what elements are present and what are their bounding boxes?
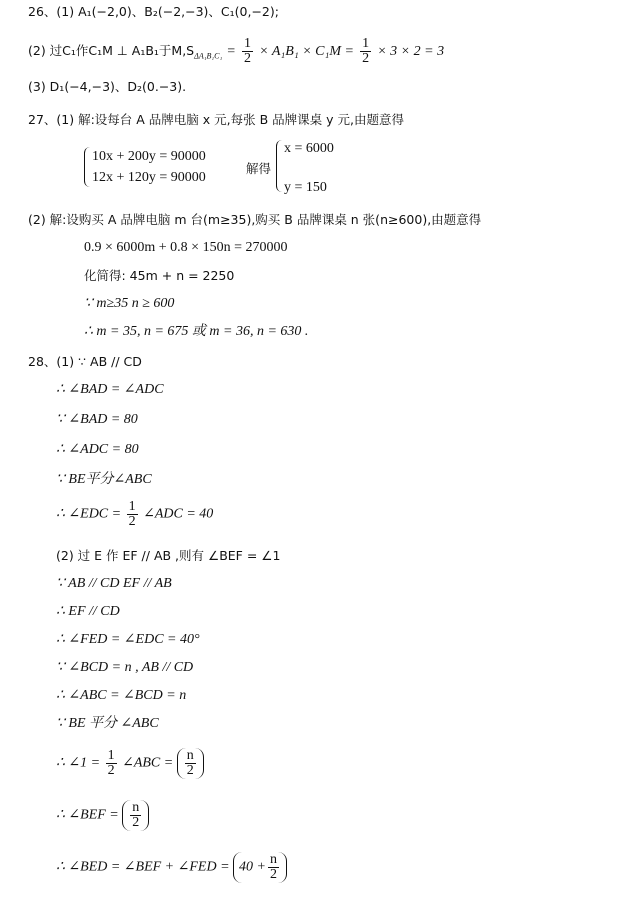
q28-line15: [56, 800, 149, 831]
q27-equation-2: 12x + 120y = 90000: [92, 170, 206, 185]
q27-line5: ∵ m≥35 n ≥ 600: [84, 296, 175, 311]
q28-line10: ∴ ∠FED = ∠EDC = 40°: [56, 632, 200, 647]
q28-line6-start: ∴ ∠EDC =: [56, 506, 122, 522]
q27-line2: (2) 解:设购买 A 品牌电脑 m 台(m≥35),购买 B 品牌课桌 n 张(n≥600),由题意得: [28, 212, 482, 227]
q28-line16-paren: [233, 852, 287, 883]
q28-line2: ∴ ∠BAD = ∠ADC: [56, 382, 164, 397]
q28-line15-paren: [122, 800, 149, 831]
q26-area-subscript: ΔA₁B₁C₁: [194, 51, 223, 61]
q27-solution-y: y = 150: [284, 180, 327, 195]
q26-line3: (3) D₁(−4,−3)、D₂(0.−3).: [28, 79, 187, 94]
q28-line15-n-over-2: $\frac{n}{2}$: [132, 800, 140, 830]
q28-half-fraction: $\frac{1}{2}$: [128, 499, 136, 529]
q28-line15-start: ∴ ∠BEF =: [56, 807, 119, 823]
q26-area-result: × 3 × 2 = 3: [377, 44, 445, 59]
q27-line1: 27、(1) 解:设每台 A 品牌电脑 x 元,每张 B 品牌课桌 y 元,由题意得: [28, 112, 404, 127]
q26-eq-sign: =: [226, 44, 236, 59]
q26-half-fraction-2: $\frac{1}{2}$: [362, 36, 370, 66]
q28-line14-start: ∴ ∠1 =: [56, 755, 101, 771]
q28-line14-paren: [177, 748, 204, 779]
q28-line16-n-over-2: $\frac{n}{2}$: [269, 852, 277, 882]
q28-line6: [56, 500, 213, 529]
q28-line16-inner: 40 +: [239, 859, 266, 875]
q28-line14-middle: ∠ABC =: [122, 755, 174, 771]
q28-line9: ∴ EF // CD: [56, 604, 120, 619]
q28-line5: ∵ BE平分∠ABC: [56, 472, 152, 487]
q27-line6: ∴ m = 35, n = 675 或 m = 36, n = 630 .: [84, 324, 309, 339]
q27-line4: 化简得: 45m + n = 2250: [84, 268, 235, 283]
q28-line1: 28、(1) ∵ AB // CD: [28, 354, 142, 369]
q26-area-intro: (2) 过C₁作C₁M ⊥ A₁B₁于M,S: [28, 43, 195, 58]
q26-line2: [28, 37, 444, 66]
q27-solve-label: 解得: [246, 161, 272, 176]
q26-half-fraction-1: $\frac{1}{2}$: [244, 36, 252, 66]
q26-line1: 26、(1) A₁(−2,0)、B₂(−2,−3)、C₁(0,−2);: [28, 4, 279, 19]
q26-area-middle: × A₁B₁ × C₁M =: [259, 44, 354, 59]
q28-line16: [56, 852, 287, 883]
q28-line14-half: $\frac{1}{2}$: [107, 748, 115, 778]
q28-line11: ∵ ∠BCD = n , AB // CD: [56, 660, 194, 675]
q28-line6-end: ∠ADC = 40: [143, 506, 214, 522]
q27-equation-1: 10x + 200y = 90000: [92, 149, 206, 164]
q27-line3: 0.9 × 6000m + 0.8 × 150n = 270000: [84, 240, 288, 255]
q28-line4: ∴ ∠ADC = 80: [56, 442, 139, 457]
q28-line7: (2) 过 E 作 EF // AB ,则有 ∠BEF = ∠1: [56, 548, 281, 563]
q28-line8: ∵ AB // CD EF // AB: [56, 576, 172, 591]
q28-line16-start: ∴ ∠BED = ∠BEF + ∠FED =: [56, 859, 230, 875]
q28-n-over-2: $\frac{n}{2}$: [186, 748, 194, 778]
q28-line13: ∵ BE 平分 ∠ABC: [56, 716, 159, 731]
q28-line14: [56, 748, 204, 779]
q28-line12: ∴ ∠ABC = ∠BCD = n: [56, 688, 187, 703]
q28-line3: ∵ ∠BAD = 80: [56, 412, 138, 427]
q27-solution-x: x = 6000: [284, 141, 334, 156]
